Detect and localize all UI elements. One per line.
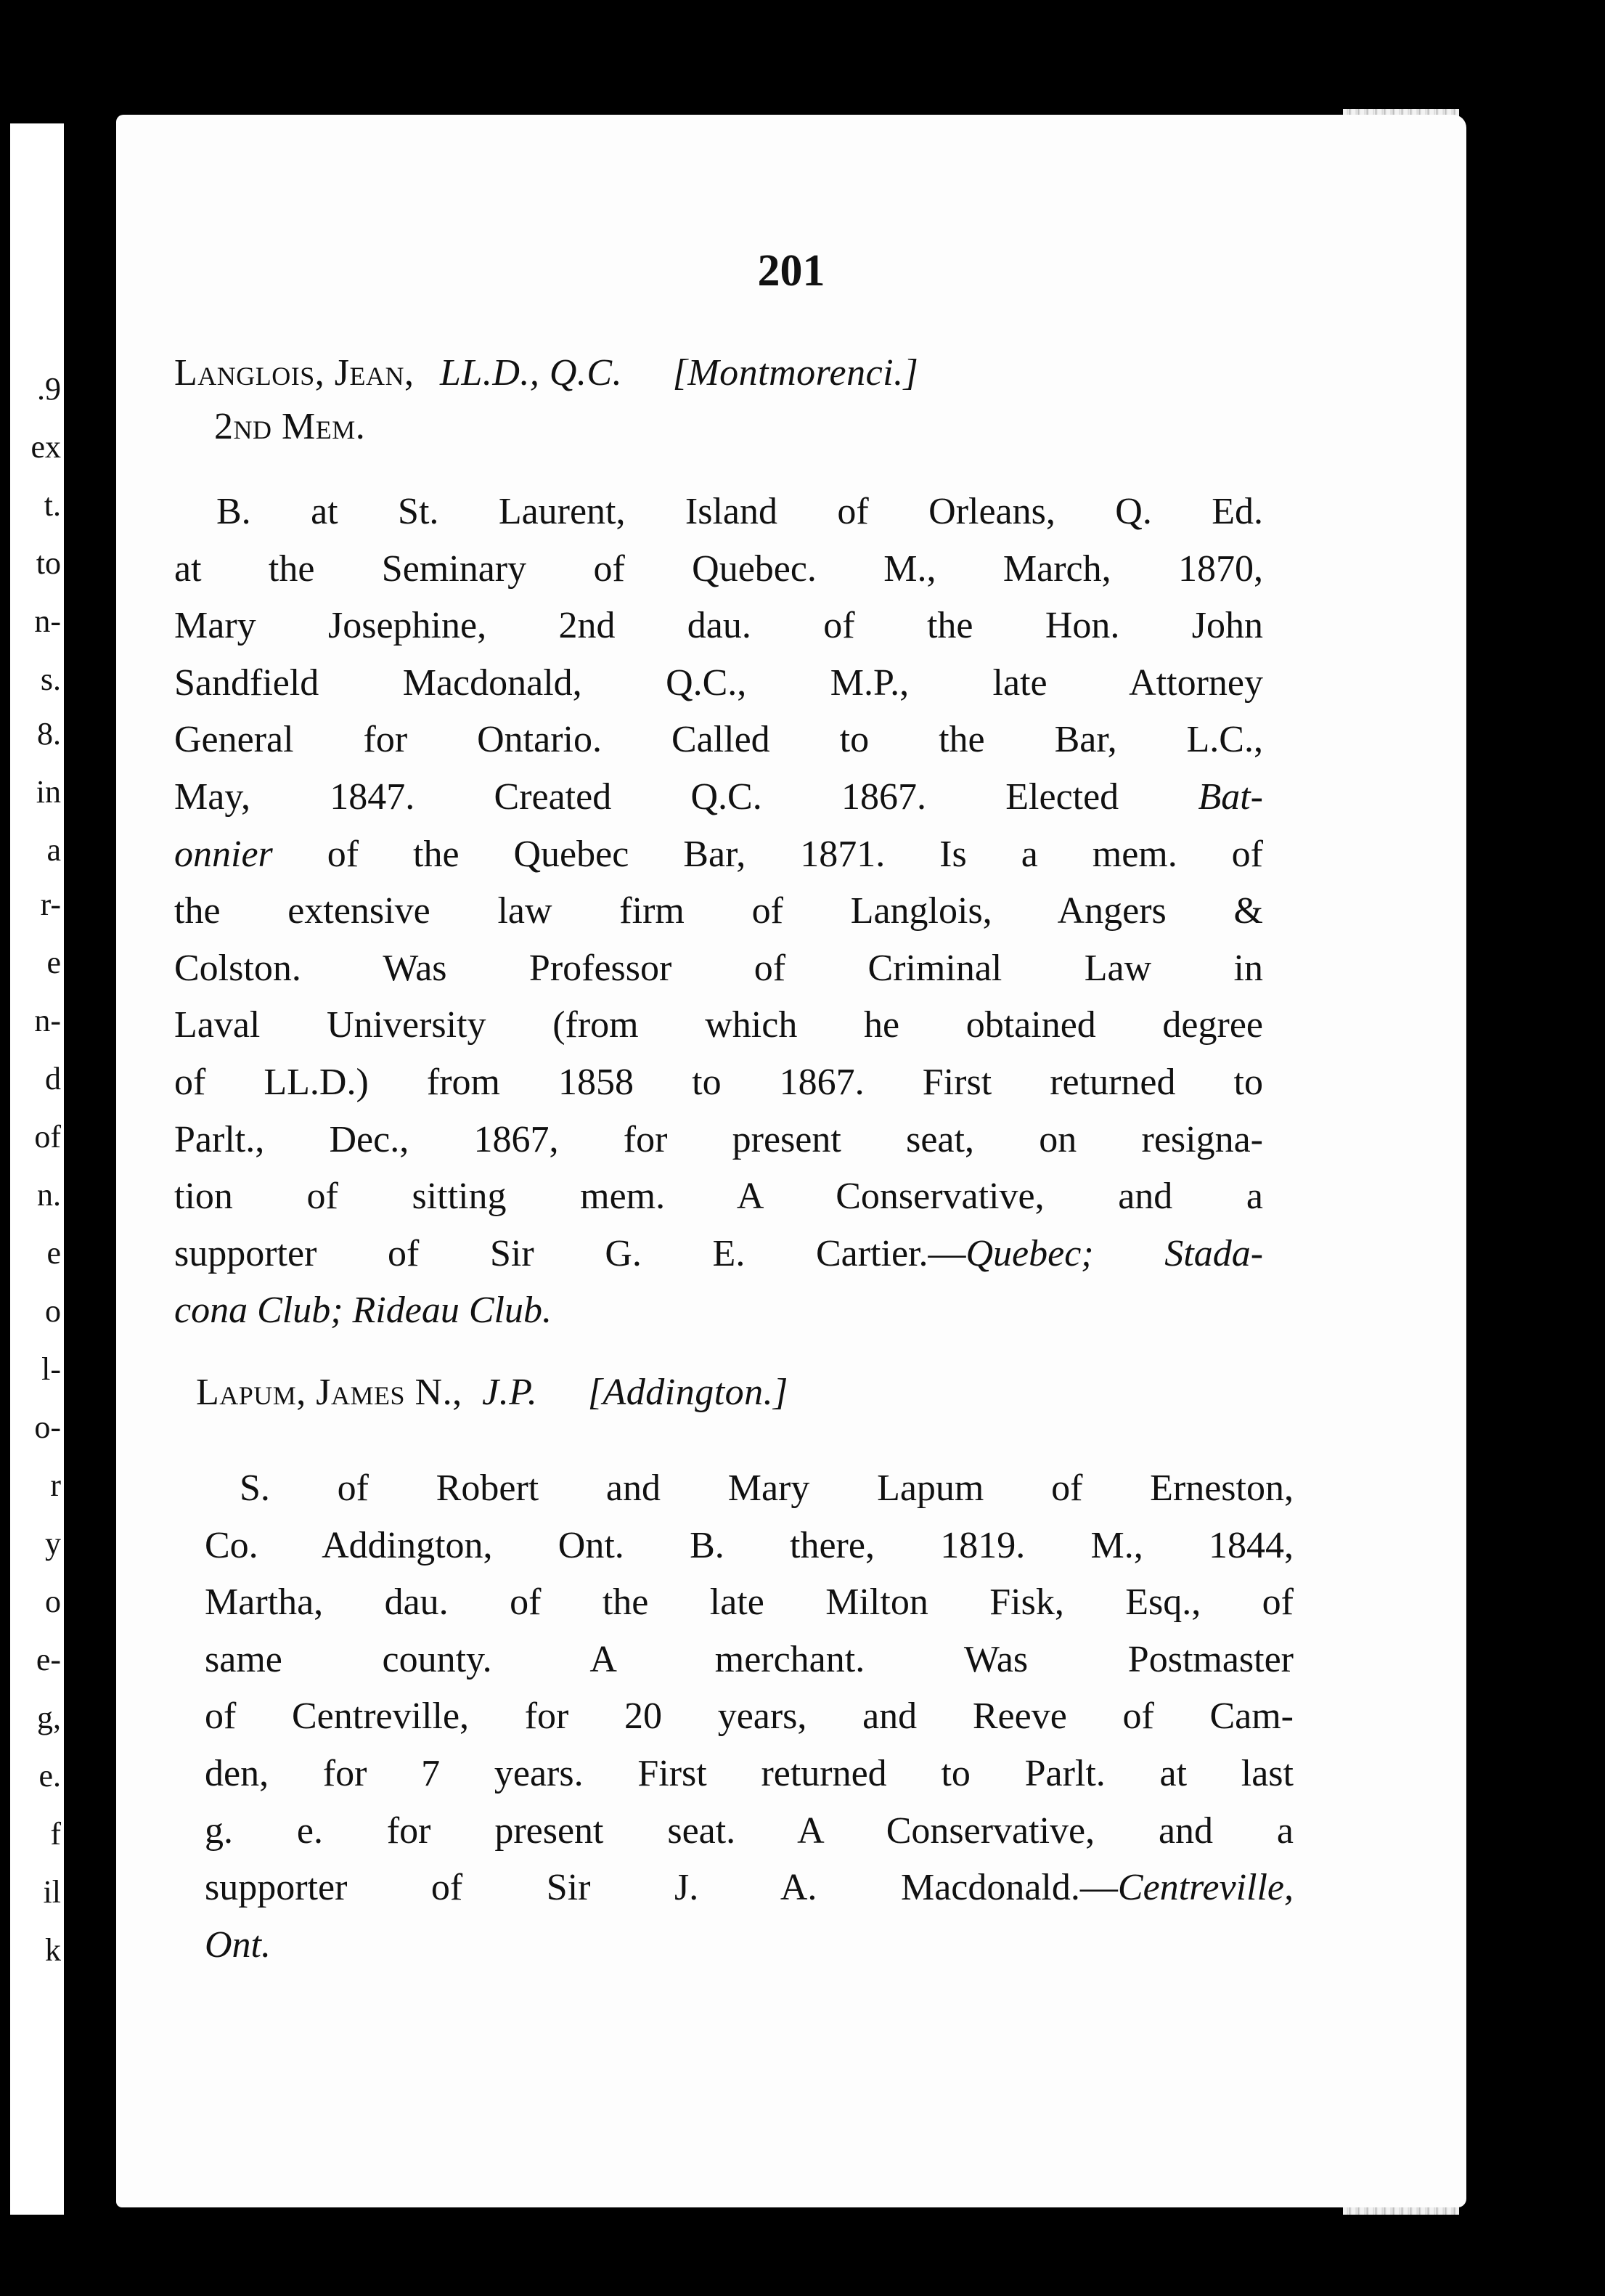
entry-heading-lapum <box>196 1371 788 1414</box>
body-line: of Centreville, for 20 years, and Reeve of Cam- <box>205 1695 1294 1738</box>
margin-fragment: n- <box>34 603 61 639</box>
margin-fragment: il <box>43 1874 61 1910</box>
margin-fragment: l- <box>41 1351 61 1387</box>
margin-fragment: n- <box>34 1003 61 1038</box>
entry-degrees: J.P. <box>482 1372 538 1413</box>
margin-fragment: of <box>34 1119 61 1155</box>
margin-fragment: in <box>36 774 61 810</box>
body-line: same county. A merchant. Was Postmaster <box>205 1638 1294 1680</box>
left-facing-page <box>10 123 64 2215</box>
body-line: at the Seminary of Quebec. M., March, 1870, <box>174 547 1263 590</box>
margin-fragment: f <box>50 1816 61 1852</box>
body-line: Martha, dau. of the late Milton Fisk, Esq., of <box>205 1581 1294 1624</box>
entry-degrees: LL.D., Q.C. <box>439 352 623 394</box>
italic-address: Quebec; Stada- <box>965 1232 1264 1274</box>
margin-fragment: o- <box>34 1409 61 1445</box>
margin-fragment: d <box>45 1061 61 1096</box>
body-line: g. e. for present seat. A Conservative, and a <box>205 1809 1294 1852</box>
body-line-with-italic: onnier of the Quebec Bar, 1871. Is a mem. of <box>174 833 1263 875</box>
entry-heading-langlois <box>174 351 918 394</box>
margin-fragment: r <box>50 1467 61 1503</box>
margin-fragment: r- <box>40 887 61 922</box>
body-line: Mary Josephine, 2nd dau. of the Hon. John <box>174 605 1263 647</box>
margin-fragment: e <box>46 1235 61 1271</box>
margin-fragment: k <box>45 1932 61 1968</box>
body-text: supporter of Sir J. A. Macdonald.— <box>205 1867 1118 1909</box>
margin-fragment: 8. <box>37 716 61 752</box>
entry-name: Langlois, Jean, <box>174 352 414 394</box>
margin-fragment: e- <box>36 1642 61 1677</box>
body-line: Colston. Was Professor of Criminal Law in <box>174 947 1263 989</box>
body-text: supporter of Sir G. E. Cartier.— <box>174 1232 966 1274</box>
margin-fragment: t. <box>44 487 61 523</box>
margin-fragment: g, <box>37 1700 61 1735</box>
body-line: of LL.D.) from 1858 to 1867. First returned to <box>174 1061 1263 1103</box>
margin-fragment: ex <box>30 429 61 465</box>
body-line: the extensive law firm of Langlois, Angers & <box>174 890 1263 932</box>
body-line: den, for 7 years. First returned to Parlt. at last <box>205 1752 1294 1794</box>
book-page <box>116 115 1466 2207</box>
body-line-with-italic <box>205 1860 1294 1917</box>
body-line: S. of Robert and Mary Lapum of Erneston, <box>240 1467 1294 1509</box>
entry-body-langlois <box>174 484 1263 1340</box>
italic-address: Centreville, <box>1117 1867 1294 1909</box>
entry-riding: [Montmorenci.] <box>672 352 919 394</box>
margin-fragment: to <box>36 545 61 581</box>
body-line-clubs: cona Club; Rideau Club. <box>174 1290 552 1332</box>
margin-fragment: s. <box>40 661 61 697</box>
italic-term: Bat- <box>1198 775 1263 818</box>
margin-fragment: o <box>45 1584 61 1619</box>
italic-term: onnier <box>174 833 273 875</box>
body-line: B. at St. Laurent, Island of Orleans, Q. Ed. <box>216 491 1263 532</box>
body-line: Parlt., Dec., 1867, for present seat, on resigna- <box>174 1118 1263 1160</box>
page-number: 201 <box>757 246 825 296</box>
entry-note: 2nd Mem. <box>214 406 366 447</box>
body-line: Co. Addington, Ont. B. there, 1819. M., 1844, <box>205 1524 1294 1566</box>
margin-fragment: n. <box>37 1177 61 1213</box>
entry-body-lapum <box>205 1460 1294 1974</box>
body-line-with-italic <box>174 1226 1263 1283</box>
entry-name: Lapum, James N., <box>196 1372 462 1413</box>
margin-fragment: a <box>46 832 61 868</box>
body-line: Laval University (from which he obtained degree <box>174 1004 1263 1046</box>
margin-fragment: y <box>45 1526 61 1561</box>
body-line-with-italic <box>174 769 1263 826</box>
margin-fragment: e <box>46 945 61 980</box>
body-line: tion of sitting mem. A Conservative, and a <box>174 1176 1263 1218</box>
entry-riding: [Addington.] <box>587 1372 788 1413</box>
margin-fragment: .9 <box>37 371 61 407</box>
body-line: Sandfield Macdonald, Q.C., M.P., late Attorney <box>174 661 1263 704</box>
margin-fragment: e. <box>38 1758 61 1794</box>
body-line-ont: Ont. <box>205 1923 271 1966</box>
body-line: General for Ontario. Called to the Bar, L.C., <box>174 719 1263 761</box>
margin-fragment: o <box>45 1293 61 1329</box>
body-text: May, 1847. Created Q.C. 1867. Elected <box>174 775 1198 818</box>
